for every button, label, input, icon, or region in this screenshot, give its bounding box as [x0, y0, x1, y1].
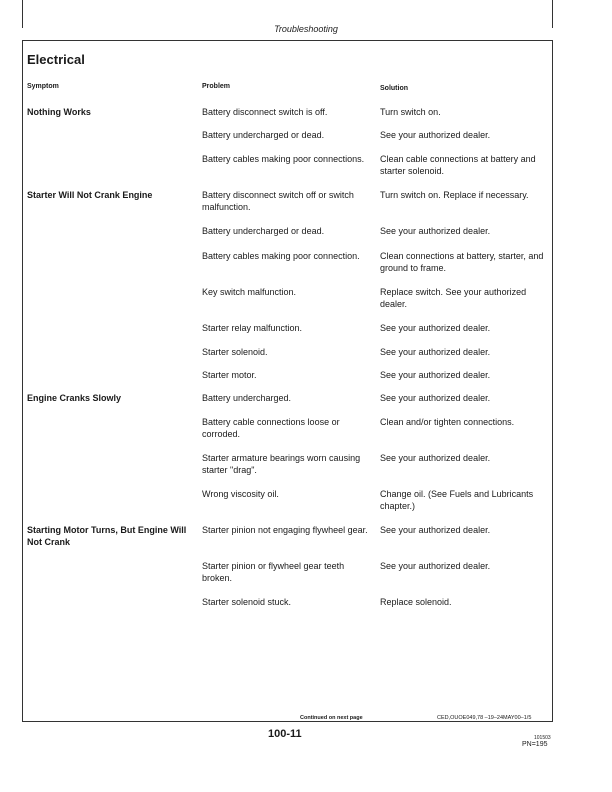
problem-text: Battery undercharged or dead. [202, 130, 325, 140]
problem-text: Battery disconnect switch off or switch malfunction. [202, 190, 354, 212]
problem-text: Battery undercharged. [202, 393, 292, 403]
symptom-starter-will-not-crank: Starter Will Not Crank Engine [27, 190, 153, 200]
problem-text: Key switch malfunction. [202, 287, 297, 297]
solution-text: See your authorized dealer. [380, 226, 491, 236]
solution-text: See your authorized dealer. [380, 393, 491, 403]
solution-text: Replace switch. See your authorized dealer. [380, 287, 527, 309]
section-title: Electrical [27, 52, 85, 67]
pn-number: PN=195 [522, 741, 548, 748]
solution-text: Clean cable connections at battery and starter solenoid. [380, 154, 536, 176]
problem-text: Starter solenoid stuck. [202, 597, 292, 607]
solution-text: Turn switch on. [380, 107, 441, 117]
symptom-motor-turns-engine-will-not-crank: Starting Motor Turns, But Engine Will Not Crank [27, 525, 187, 547]
column-header-symptom: Symptom [27, 83, 59, 90]
column-header-problem: Problem [202, 83, 231, 90]
solution-text: Turn switch on. Replace if necessary. [380, 190, 529, 200]
problem-text: Battery cables making poor connections. [202, 154, 365, 164]
problem-text: Battery undercharged or dead. [202, 226, 325, 236]
problem-text: Starter pinion not engaging flywheel gear. [202, 525, 368, 535]
problem-text: Starter armature bearings worn causing starter "drag". [202, 453, 361, 475]
problem-text: Battery cable connections loose or corroded. [202, 417, 340, 439]
page-header-title: Troubleshooting [274, 24, 338, 34]
symptom-nothing-works: Nothing Works [27, 107, 91, 117]
box-left-border [22, 40, 23, 722]
symptom-engine-cranks-slowly: Engine Cranks Slowly [27, 393, 122, 403]
box-right-border [552, 40, 553, 722]
solution-text: See your authorized dealer. [380, 347, 491, 357]
solution-text: See your authorized dealer. [380, 525, 491, 535]
column-header-solution: Solution [380, 85, 408, 92]
print-code: 101503 [534, 735, 551, 741]
problem-text: Battery cables making poor connection. [202, 251, 360, 261]
header-rule [22, 40, 553, 41]
problem-text: Starter solenoid. [202, 347, 268, 357]
solution-text: See your authorized dealer. [380, 130, 491, 140]
continued-note: Continued on next page [300, 715, 363, 721]
solution-text: See your authorized dealer. [380, 370, 491, 380]
solution-text: See your authorized dealer. [380, 323, 491, 333]
problem-text: Starter motor. [202, 370, 257, 380]
solution-text: See your authorized dealer. [380, 453, 491, 463]
solution-text: Change oil. (See Fuels and Lubricants chapter.) [380, 489, 534, 511]
page-number: 100-11 [268, 728, 302, 740]
solution-text: See your authorized dealer. [380, 561, 491, 571]
problem-text: Battery disconnect switch is off. [202, 107, 328, 117]
problem-text: Starter pinion or flywheel gear teeth broken. [202, 561, 345, 583]
document-code: CED,OUOE049,78 –19–24MAY00–1/5 [437, 715, 532, 721]
solution-text: Clean and/or tighten connections. [380, 417, 515, 427]
problem-text: Wrong viscosity oil. [202, 489, 279, 499]
box-bottom-border [22, 721, 553, 722]
problem-text: Starter relay malfunction. [202, 323, 303, 333]
solution-text: Replace solenoid. [380, 597, 452, 607]
solution-text: Clean connections at battery, starter, and ground to frame. [380, 251, 544, 273]
